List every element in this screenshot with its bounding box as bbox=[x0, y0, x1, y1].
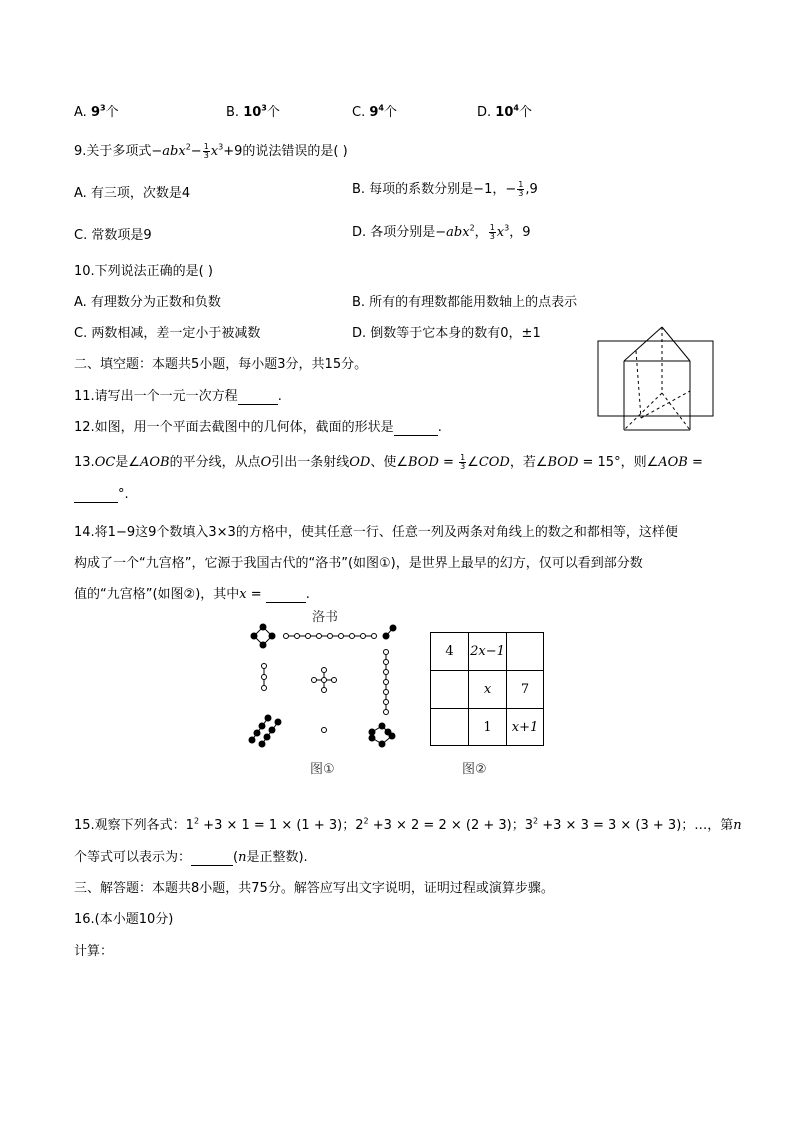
q11-text: 11.请写出一个一元一次方程 bbox=[74, 389, 238, 404]
q14-line2: 构成了一个“九宫格”，它源于我国古代的“洛书”(如图①)，是世界上最早的幻方，仅可以看到部分数 bbox=[74, 556, 643, 571]
option-text: D. 倒数等于它本身的数有0，±1 bbox=[352, 326, 541, 341]
option-letter: A. bbox=[74, 105, 87, 120]
q14-line1: 14.将1−9这9个数填入3×3的方格中，使其任意一行、任意一列及两条对角线上的数之和都相等，这样便 bbox=[74, 525, 678, 540]
q15-text: 是正整数). bbox=[246, 850, 308, 865]
q13-o: O bbox=[260, 455, 272, 470]
grid-cell-1: 4 bbox=[445, 644, 454, 659]
q13-line1 bbox=[74, 451, 703, 471]
frac-num: 1 bbox=[203, 142, 209, 151]
q11-end: . bbox=[277, 389, 282, 404]
luoshu-diagram bbox=[244, 622, 414, 752]
q14-line3 bbox=[74, 583, 310, 603]
option-text: C. 两数相减，差一定小于被减数 bbox=[74, 326, 261, 341]
q12-prism-figure bbox=[596, 323, 716, 433]
q15-line2 bbox=[74, 846, 308, 866]
option-unit: 个 bbox=[105, 105, 119, 120]
prism-lines bbox=[598, 327, 713, 430]
option-text: A. 有理数分为正数和负数 bbox=[74, 295, 221, 310]
q10-option-d[interactable] bbox=[352, 322, 541, 341]
q13-end: °. bbox=[118, 487, 129, 502]
q9-term-b: x bbox=[210, 144, 219, 159]
q15-text: ( bbox=[233, 850, 239, 865]
option-text: A. 有三项，次数是4 bbox=[74, 186, 191, 201]
q16-text: 计算： bbox=[74, 944, 114, 959]
luoshu-title: 洛书 bbox=[312, 610, 339, 625]
q13-text: = 15°，则∠ bbox=[578, 455, 659, 470]
option-letter: D. bbox=[477, 105, 492, 120]
q10-option-a[interactable] bbox=[74, 291, 221, 310]
grid-cell-4 bbox=[431, 671, 468, 708]
q9-suffix: 的说法错误的是( ) bbox=[242, 144, 348, 159]
q9-prefix: 9.关于多项式 bbox=[74, 144, 152, 159]
frac-den: 3 bbox=[460, 462, 466, 471]
q13-bod: BOD bbox=[547, 455, 579, 470]
q9-fraction bbox=[203, 143, 210, 160]
q13-eq: = bbox=[438, 455, 459, 470]
q15-n: n bbox=[733, 818, 742, 833]
q8-option-a[interactable] bbox=[74, 101, 119, 120]
q9-option-d[interactable]: D. 各项分别是−abx$^2$， $\frac{1}{3}$ $x^3$，9 bbox=[352, 223, 531, 241]
q9-minus: − bbox=[190, 144, 202, 159]
grid-cell-9: x+1 bbox=[511, 719, 539, 735]
grid-cell-2: 2x−1 bbox=[470, 644, 505, 659]
q12-answer-blank[interactable] bbox=[394, 420, 438, 436]
q13-line2 bbox=[74, 487, 129, 503]
q13-text: ，若∠ bbox=[509, 455, 548, 470]
q15-text: +3 × 3 = 3 × (3 + 3)；…，第 bbox=[538, 818, 734, 833]
option-term-exp: 2 bbox=[469, 223, 475, 233]
option-base: 10 bbox=[495, 105, 514, 120]
q9-option-c[interactable] bbox=[74, 224, 152, 243]
q15-text: +3 × 2 = 2 × (2 + 3)；3 bbox=[368, 818, 534, 833]
q9-term-b-exp: 3 bbox=[218, 142, 224, 152]
grid-cell-7 bbox=[431, 709, 468, 745]
option-base: 9 bbox=[369, 105, 379, 120]
frac-den: 3 bbox=[203, 151, 209, 160]
grid-cell-5: x bbox=[483, 682, 492, 697]
q13-text: 、使∠ bbox=[370, 455, 409, 470]
q10-option-c[interactable] bbox=[74, 322, 260, 341]
fig1-caption: 图① bbox=[310, 762, 335, 777]
q9-term-a: −abx bbox=[151, 144, 186, 159]
q11-answer-blank[interactable] bbox=[238, 389, 278, 405]
frac-den: 3 bbox=[518, 189, 524, 198]
option-unit: 个 bbox=[518, 105, 532, 120]
q9-term-a-exp: 2 bbox=[185, 142, 191, 152]
grid-cell-3 bbox=[507, 633, 543, 670]
option-exp: 4 bbox=[513, 103, 519, 113]
q15-exp: 2 bbox=[363, 816, 369, 826]
q14-x: x bbox=[239, 587, 247, 602]
fig2-caption: 图② bbox=[462, 762, 487, 777]
q13-number: 13. bbox=[74, 455, 95, 470]
q13-bod: BOD bbox=[408, 455, 439, 470]
frac-num: 1 bbox=[518, 180, 524, 189]
option-base: 9 bbox=[90, 105, 100, 120]
section-2-heading: 二、填空题：本题共5小题，每小题3分，共15分。 bbox=[74, 357, 368, 372]
q13-aob: AOB bbox=[139, 455, 170, 470]
option-text: D. 各项分别是 bbox=[352, 225, 436, 240]
option-text: C. 常数项是9 bbox=[74, 228, 152, 243]
q10-option-b[interactable] bbox=[352, 291, 577, 310]
q11 bbox=[74, 385, 282, 405]
option-text-end: ，9 bbox=[509, 225, 531, 240]
q14-text: 值的“九宫格”(如图②)，其中 bbox=[74, 587, 240, 602]
q13-cod: COD bbox=[478, 455, 510, 470]
option-exp: 3 bbox=[99, 103, 106, 113]
option-term: −abx bbox=[435, 225, 470, 240]
q9-stem bbox=[74, 140, 348, 160]
q9-option-a[interactable] bbox=[74, 182, 190, 201]
option-unit: 个 bbox=[266, 105, 280, 120]
q15-text: 个等式可以表示为： bbox=[74, 850, 192, 865]
option-text: B. 所有的有理数都能用数轴上的点表示 bbox=[352, 295, 578, 310]
option-term2: x bbox=[496, 225, 505, 240]
q12-text: 12.如图，用一个平面去截图中的几何体，截面的形状是 bbox=[74, 420, 394, 435]
q8-option-b[interactable] bbox=[226, 101, 280, 120]
q13-aob: AOB bbox=[658, 455, 688, 470]
q9d-fraction bbox=[489, 224, 496, 241]
q14-answer-blank[interactable] bbox=[266, 587, 306, 603]
frac-den: 3 bbox=[489, 232, 495, 241]
q12 bbox=[74, 416, 442, 436]
magic-square-grid bbox=[430, 632, 544, 746]
q15-text: +3 × 1 = 1 × (1 + 3)；2 bbox=[199, 818, 364, 833]
frac-num: 1 bbox=[489, 223, 495, 232]
q13-text: 是∠ bbox=[115, 455, 140, 470]
q15-exp: 2 bbox=[533, 816, 539, 826]
section-3-heading: 三、解答题：本题共8小题，共75分。解答应写出文字说明，证明过程或演算步骤。 bbox=[74, 881, 554, 896]
q15-text: 15.观察下列各式：1 bbox=[74, 818, 194, 833]
q8-option-d[interactable] bbox=[477, 101, 532, 120]
luoshu-dots bbox=[249, 624, 396, 747]
q13-oc: OC bbox=[94, 455, 116, 470]
q9-term-c: +9 bbox=[223, 144, 243, 159]
q8-option-c[interactable] bbox=[352, 101, 397, 120]
q15-n: n bbox=[238, 850, 247, 865]
option-exp: 3 bbox=[261, 103, 267, 113]
frac-num: 1 bbox=[460, 453, 466, 462]
q16-heading: 16.(本小题10分) bbox=[74, 912, 174, 927]
option-letter: B. bbox=[226, 105, 240, 120]
q13-od: OD bbox=[349, 455, 371, 470]
q15-exp: 2 bbox=[193, 816, 200, 826]
q13-text: = bbox=[687, 455, 703, 470]
q9b-fraction bbox=[517, 181, 524, 198]
option-text: B. 每项的系数分别是−1，− bbox=[352, 182, 517, 197]
q9-option-b[interactable] bbox=[352, 178, 538, 198]
option-term2-exp: 3 bbox=[504, 223, 510, 233]
option-text-end: ,9 bbox=[525, 182, 538, 197]
q14-end: . bbox=[305, 587, 310, 602]
option-unit: 个 bbox=[383, 105, 397, 120]
q13-text: 的平分线，从点 bbox=[169, 455, 261, 470]
q13-answer-blank[interactable] bbox=[74, 487, 118, 503]
q15-line1 bbox=[74, 814, 742, 833]
cutting-plane bbox=[598, 341, 713, 416]
q13-fraction bbox=[459, 454, 466, 471]
grid-cell-6: 7 bbox=[520, 682, 530, 697]
q13-text: ∠ bbox=[467, 455, 479, 470]
q10-stem: 10.下列说法正确的是( ) bbox=[74, 264, 213, 279]
q14-eq: = bbox=[246, 587, 266, 602]
grid-cell-8: 1 bbox=[483, 719, 492, 735]
option-exp: 4 bbox=[378, 103, 384, 113]
q12-end: . bbox=[437, 420, 442, 435]
q15-answer-blank[interactable] bbox=[191, 850, 233, 866]
option-letter: C. bbox=[352, 105, 366, 120]
q13-text: 引出一条射线 bbox=[271, 455, 350, 470]
option-base: 10 bbox=[243, 105, 262, 120]
